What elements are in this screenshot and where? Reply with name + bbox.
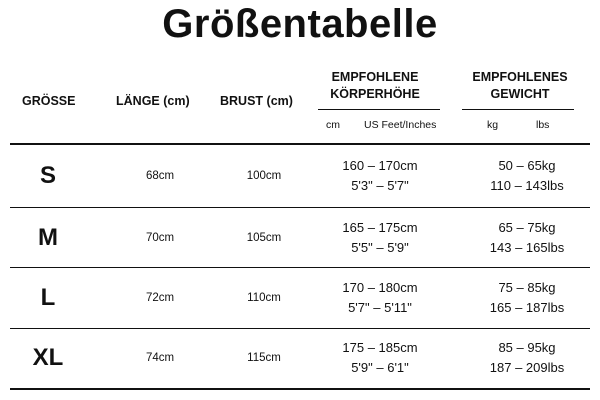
header-weight xyxy=(464,69,576,103)
weight-lbs-value: 187 – 209lbs xyxy=(489,360,565,375)
height-values xyxy=(310,208,450,268)
header-height-underline xyxy=(318,109,440,110)
page-title: Größentabelle xyxy=(162,2,438,46)
unit-kg: kg xyxy=(487,119,499,131)
table-row xyxy=(10,328,590,388)
weight-values xyxy=(464,208,590,268)
size-label: L xyxy=(40,284,56,311)
height-values xyxy=(310,146,450,206)
height-ft-value: 5'5" – 5'9" xyxy=(351,240,409,255)
weight-values xyxy=(464,328,590,388)
weight-lbs-value: 110 – 143lbs xyxy=(490,178,564,193)
height-ft-value: 5'3" – 5'7" xyxy=(351,178,409,193)
height-values xyxy=(310,328,450,388)
height-ft-value: 5'9" – 6'1" xyxy=(351,360,409,375)
header-height-line2: KÖRPERHÖHE xyxy=(330,87,420,101)
weight-kg-value: 50 – 65kg xyxy=(498,158,556,173)
height-cm-value: 160 – 170cm xyxy=(342,158,418,173)
weight-kg-value: 75 – 85kg xyxy=(498,280,556,295)
table-row xyxy=(10,146,590,206)
height-values xyxy=(310,268,450,328)
size-label: S xyxy=(39,162,56,189)
header-weight-underline xyxy=(462,109,574,110)
header-divider xyxy=(10,143,590,145)
header-weight-line2: GEWICHT xyxy=(490,87,550,101)
weight-values xyxy=(464,268,590,328)
header-chest: BRUST (cm) xyxy=(220,94,293,108)
unit-us: US Feet/Inches xyxy=(364,119,437,131)
length-value: 68cm xyxy=(145,170,175,182)
weight-kg-value: 85 – 95kg xyxy=(498,340,556,355)
header-size: GRÖSSE xyxy=(22,94,76,108)
unit-cm: cm xyxy=(326,119,340,131)
length-value: 70cm xyxy=(145,232,175,244)
height-cm-value: 170 – 180cm xyxy=(342,280,418,295)
chest-value: 105cm xyxy=(246,232,282,244)
chest-value: 115cm xyxy=(247,352,281,364)
height-cm-value: 175 – 185cm xyxy=(342,340,418,355)
chest-value: 110cm xyxy=(247,292,281,304)
chest-value: 100cm xyxy=(246,170,282,182)
header-height xyxy=(310,69,440,103)
table-row xyxy=(10,268,590,328)
weight-values xyxy=(464,146,590,206)
header-height-line1: EMPFOHLENE xyxy=(331,70,419,84)
weight-lbs-value: 143 – 165lbs xyxy=(489,240,565,255)
size-label: M xyxy=(38,224,58,251)
table-bottom-border xyxy=(10,388,590,390)
unit-lbs: lbs xyxy=(536,119,550,131)
weight-kg-value: 65 – 75kg xyxy=(498,220,556,235)
header-length: LÄNGE (cm) xyxy=(116,94,190,108)
size-label: XL xyxy=(32,344,64,371)
header-weight-line1: EMPFOHLENES xyxy=(472,70,568,84)
length-value: 74cm xyxy=(145,352,175,364)
length-value: 72cm xyxy=(145,292,175,304)
height-cm-value: 165 – 175cm xyxy=(342,220,418,235)
table-row xyxy=(10,208,590,268)
weight-lbs-value: 165 – 187lbs xyxy=(489,300,565,315)
height-ft-value: 5'7" – 5'11" xyxy=(348,300,412,315)
